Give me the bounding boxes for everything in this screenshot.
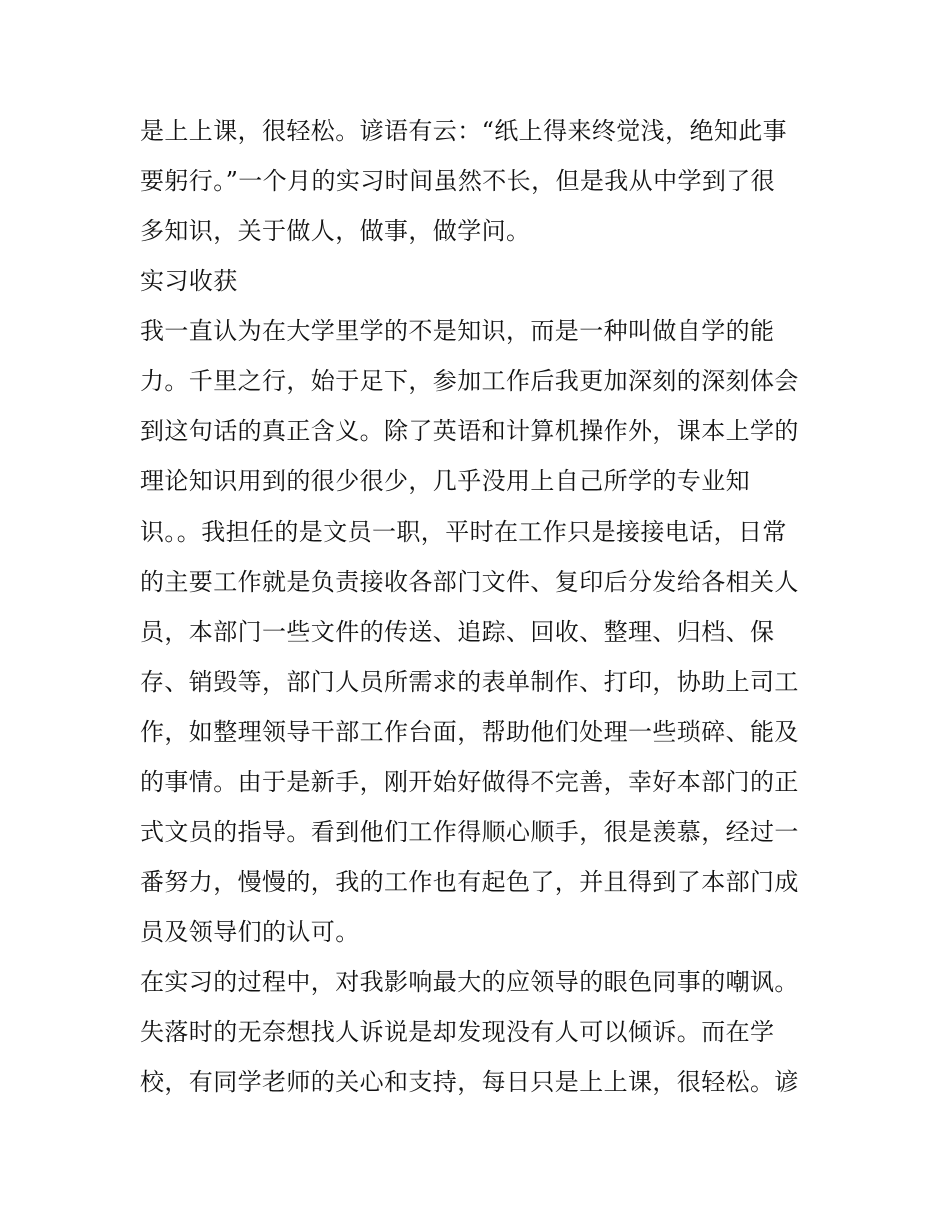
text-line: 失落时的无奈想找人诉说是却发现没有人可以倾诉。而在学 xyxy=(140,1018,775,1046)
text-line: 作，如整理领导干部工作台面，帮助他们处理一些琐碎、能及 xyxy=(140,718,799,746)
text-line: 存、销毁等，部门人员所需求的表单制作、打印，协助上司工 xyxy=(140,668,799,696)
text-line: 识。。我担任的是文员一职，平时在工作只是接接电话，日常 xyxy=(140,518,787,546)
section-heading: 实习收获 xyxy=(140,267,238,295)
text-line: 理论知识用到的很少很少，几乎没用上自己所学的专业知 xyxy=(140,467,750,495)
text-line: 要躬行。”一个月的实习时间虽然不长，但是我从中学到了很 xyxy=(140,167,776,195)
text-line: 员，本部门一些文件的传送、追踪、回收、整理、归档、保 xyxy=(140,618,775,646)
text-line: 校，有同学老师的关心和支持，每日只是上上课，很轻松。谚 xyxy=(140,1068,799,1096)
text-line: 的主要工作就是负责接收各部门文件、复印后分发给各相关人 xyxy=(140,568,799,596)
text-line: 员及领导们的认可。 xyxy=(140,918,360,946)
text-line: 力。千里之行，始于足下，参加工作后我更加深刻的深刻体会 xyxy=(140,367,799,395)
text-line: 在实习的过程中，对我影响最大的应领导的眼色同事的嘲讽。 xyxy=(140,968,799,996)
text-line: 到这句话的真正含义。除了英语和计算机操作外，课本上学的 xyxy=(140,417,799,445)
text-line: 我一直认为在大学里学的不是知识，而是一种叫做自学的能 xyxy=(140,317,775,345)
text-line: 式文员的指导。看到他们工作得顺心顺手，很是羡慕，经过一 xyxy=(140,818,799,846)
text-line: 是上上课，很轻松。谚语有云：“纸上得来终觉浅，绝知此事 xyxy=(140,117,788,145)
text-line: 的事情。由于是新手，刚开始好做得不完善，幸好本部门的正 xyxy=(140,768,799,796)
text-line: 番努力，慢慢的，我的工作也有起色了，并且得到了本部门成 xyxy=(140,868,799,896)
text-line: 多知识，关于做人，做事，做学问。 xyxy=(140,217,531,245)
